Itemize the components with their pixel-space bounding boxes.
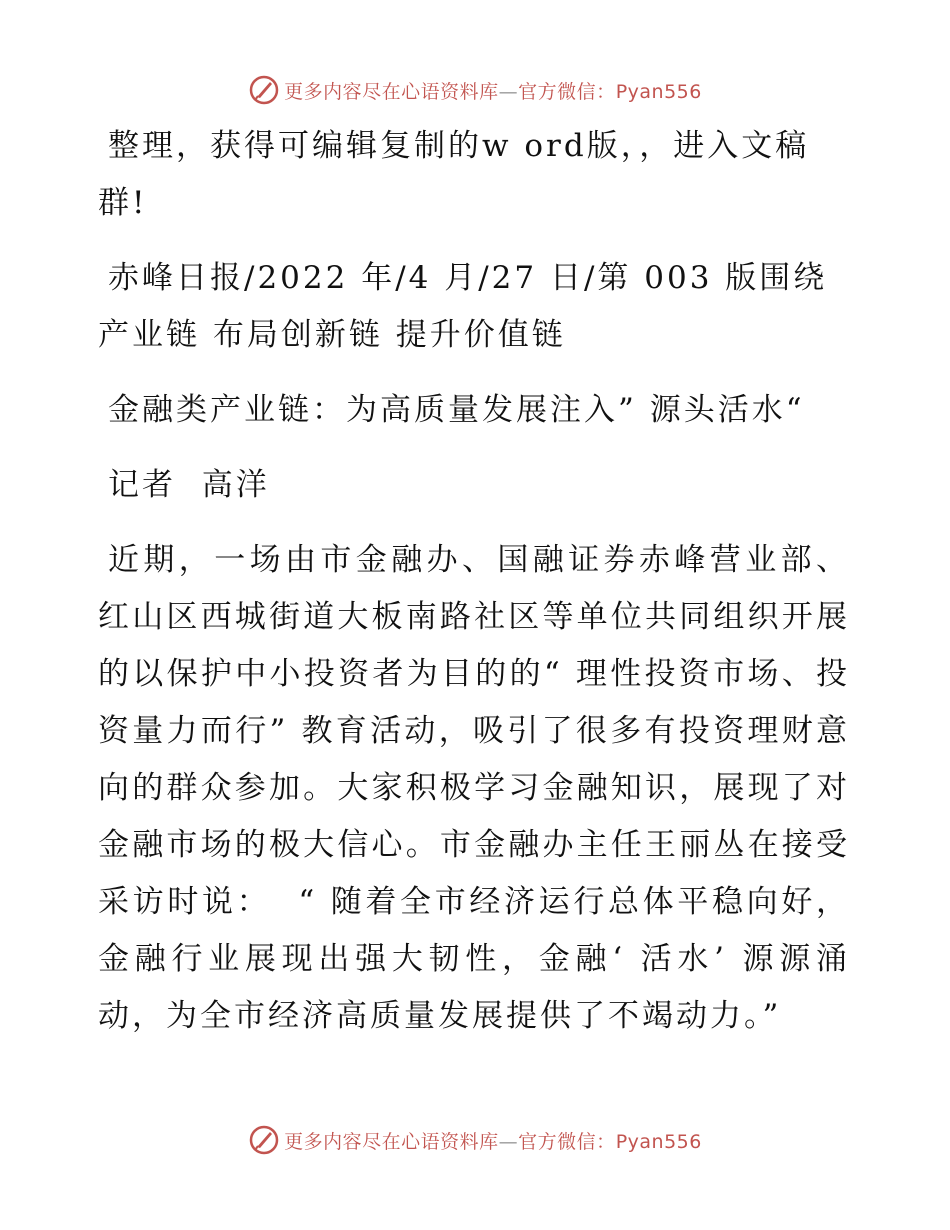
footer-watermark-banner (0, 1122, 950, 1158)
quill-logo-icon (248, 1124, 280, 1156)
banner-text (284, 77, 702, 104)
quill-logo-icon (248, 74, 280, 106)
banner-label: 官方微信： (518, 1130, 616, 1153)
source-line: 赤峰日报/2022 年/4 月/27 日/第 003 版围绕产业链 布局创新链 提升价值链 (98, 260, 828, 353)
banner-separator: — (498, 1130, 519, 1153)
banner-separator: — (498, 80, 519, 103)
banner-wechat-id: Pyan556 (615, 1130, 702, 1153)
banner-label: 官方微信： (518, 80, 616, 103)
header-watermark-banner (0, 72, 950, 108)
banner-text (284, 1127, 702, 1154)
article-title: 金融类产业链：为高质量发展注入” 源头活水“ (108, 392, 805, 428)
document-body (98, 118, 850, 1063)
intro-paragraph: 整理，获得可编辑复制的w ord版，，进入文稿群! (98, 128, 810, 221)
body-paragraph: 近期，一场由市金融办、国融证券赤峰营业部、红山区西城街道大板南路社区等单位共同组织开展的以保护中小投资者为目的的“ 理性投资市场、投资量力而行” 教育活动，吸引了很多有投资理财意向的群众参加。大家积极学习金融知识，展现了对金融市场的极大信心。市金融办主任王丽丛在接受采访时说： “ 随着全市经济运行总体平稳向好，金融行业展现出强大韧性，金融‘ 活水’ 源源涌动，为全市经济高质量发展提供了不竭动力。” (98, 542, 850, 1034)
byline: 记者 高洋 (108, 467, 270, 503)
banner-wechat-id: Pyan556 (615, 80, 702, 103)
banner-main-text: 更多内容尽在心语资料库 (284, 80, 499, 103)
banner-main-text: 更多内容尽在心语资料库 (284, 1130, 499, 1153)
